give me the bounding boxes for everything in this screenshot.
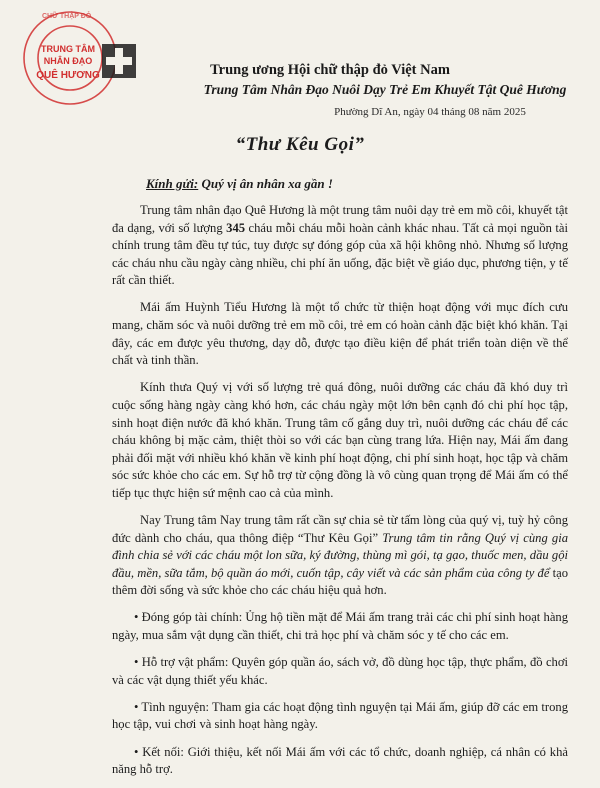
bullet-financial: • Đóng góp tài chính: Ủng hộ tiền mặt để Mái ấm trang trải các chi phí sinh hoạt hàng ngày, mua sắm vật dụng cần thiết, chi trả học phí và chăm sóc y tế cho các em.	[112, 610, 568, 643]
greeting-label: Kính gửi:	[146, 176, 199, 191]
svg-text:CHỮ THẬP ĐỎ: CHỮ THẬP ĐỎ	[42, 13, 92, 20]
date-line: Phường Dĩ An, ngày 04 tháng 08 năm 2025	[334, 106, 526, 118]
children-count: 345	[226, 220, 246, 235]
bullet-items: • Hỗ trợ vật phẩm: Quyên góp quần áo, sách vở, đồ dùng học tập, thực phẩm, đồ chơi và các vật dụng thiết yếu khác.	[112, 655, 568, 687]
red-cross-stamp	[6, 4, 146, 108]
svg-text:TRUNG TÂM: TRUNG TÂM	[41, 44, 95, 54]
center-name: Trung Tâm Nhân Đạo Nuôi Dạy Trẻ Em Khuyết Tật Quê Hương	[203, 82, 567, 97]
paragraph-3: Kính thưa Quý vị với số lượng trẻ quá đông, nuôi dưỡng các cháu đã khó duy trì cuộc sống hàng ngày càng khó hơn, các cháu ngày một lớn bên cạnh đó chi phí học tập, sinh hoạt điện nước đã khó khăn. Trung tâm cố gắng duy trì, nuôi dưỡng các cháu để các cháu không bị mặc cảm, thiệt thòi so với các bạn cùng trang lứa. Hiện nay, Mái ấm đang phải đối mặt với nhiều khó khăn về kinh phí hoạt động, chi phí sinh hoạt, học tập và chăm sóc sức khỏe cho các em. Sự hỗ trợ từ cộng đồng là vô cùng quan trọng để Mái ấm có thể tiếp tục thực hiện sứ mệnh cao cả của mình.	[112, 380, 568, 500]
greeting-text: Quý vị ân nhân xa gần !	[201, 176, 333, 191]
bullet-connect: • Kết nối: Giới thiệu, kết nối Mái ấm với các tổ chức, doanh nghiệp, cá nhân có khả năng hỗ trợ.	[112, 744, 568, 777]
letter-title: “Thư Kêu Gọi”	[235, 134, 365, 155]
paragraph-4: Nay Trung tâm Nay trung tâm rất cần sự chia sẻ từ tấm lòng của quý vị, tuỳ hỷ công đức dành cho cháu, qua thông điệp “Thư Kêu Gọi” Trung tâm tin rằng Quý vị cùng gia đình chia sẻ với các cháu một lon sữa, ký đường, thùng mì gói, tạ gạo, thuốc men, dầu gội đầu, mền, sữa tắm, bộ quần áo mới, cuốn tập, cây viết và các sản phẩm của công ty để tạo thêm đời sống và sức khỏe cho các cháu hiệu quả hơn.	[112, 513, 569, 598]
letter-body	[112, 202, 568, 788]
bullet-volunteer: • Tình nguyện: Tham gia các hoạt động tình nguyện tại Mái ấm, giúp đỡ các em trong học tập, vui chơi và sinh hoạt hàng ngày.	[112, 699, 568, 732]
paragraph-1: Trung tâm nhân đạo Quê Hương là một trung tâm nuôi dạy trẻ em mồ côi, khuyết tật đa dạng, với số lượng 345 cháu mỗi cháu mỗi hoàn cảnh khác nhau. Tất cả mọi nguồn tài chính trung tâm đều tự túc, tuy được sự đóng góp của xã hội không nhỏ. Nhưng số lượng các cháu nhu cầu ngày càng nhiều, chi phí ăn uống, đặc biệt về giáo dục, phương tiện, y tế rất cần thiết.	[112, 203, 568, 288]
svg-text:NHÂN ĐẠO: NHÂN ĐẠO	[43, 56, 93, 66]
svg-text:QUÊ HƯƠNG: QUÊ HƯƠNG	[36, 70, 100, 81]
organization-title: Trung ương Hội chữ thập đỏ Việt Nam	[210, 62, 450, 78]
greeting	[146, 176, 333, 192]
paragraph-2: Mái ấm Huỳnh Tiểu Hương là một tổ chức từ thiện hoạt động với mục đích cưu mang, chăm sóc và nuôi dưỡng trẻ em mồ côi, trẻ em có hoàn cảnh đặc biệt khó khăn. Tại đây, các em được yêu thương, dạy dỗ, được tạo điều kiện để phát triển toàn diện về thể chất và tinh thần.	[112, 300, 568, 368]
